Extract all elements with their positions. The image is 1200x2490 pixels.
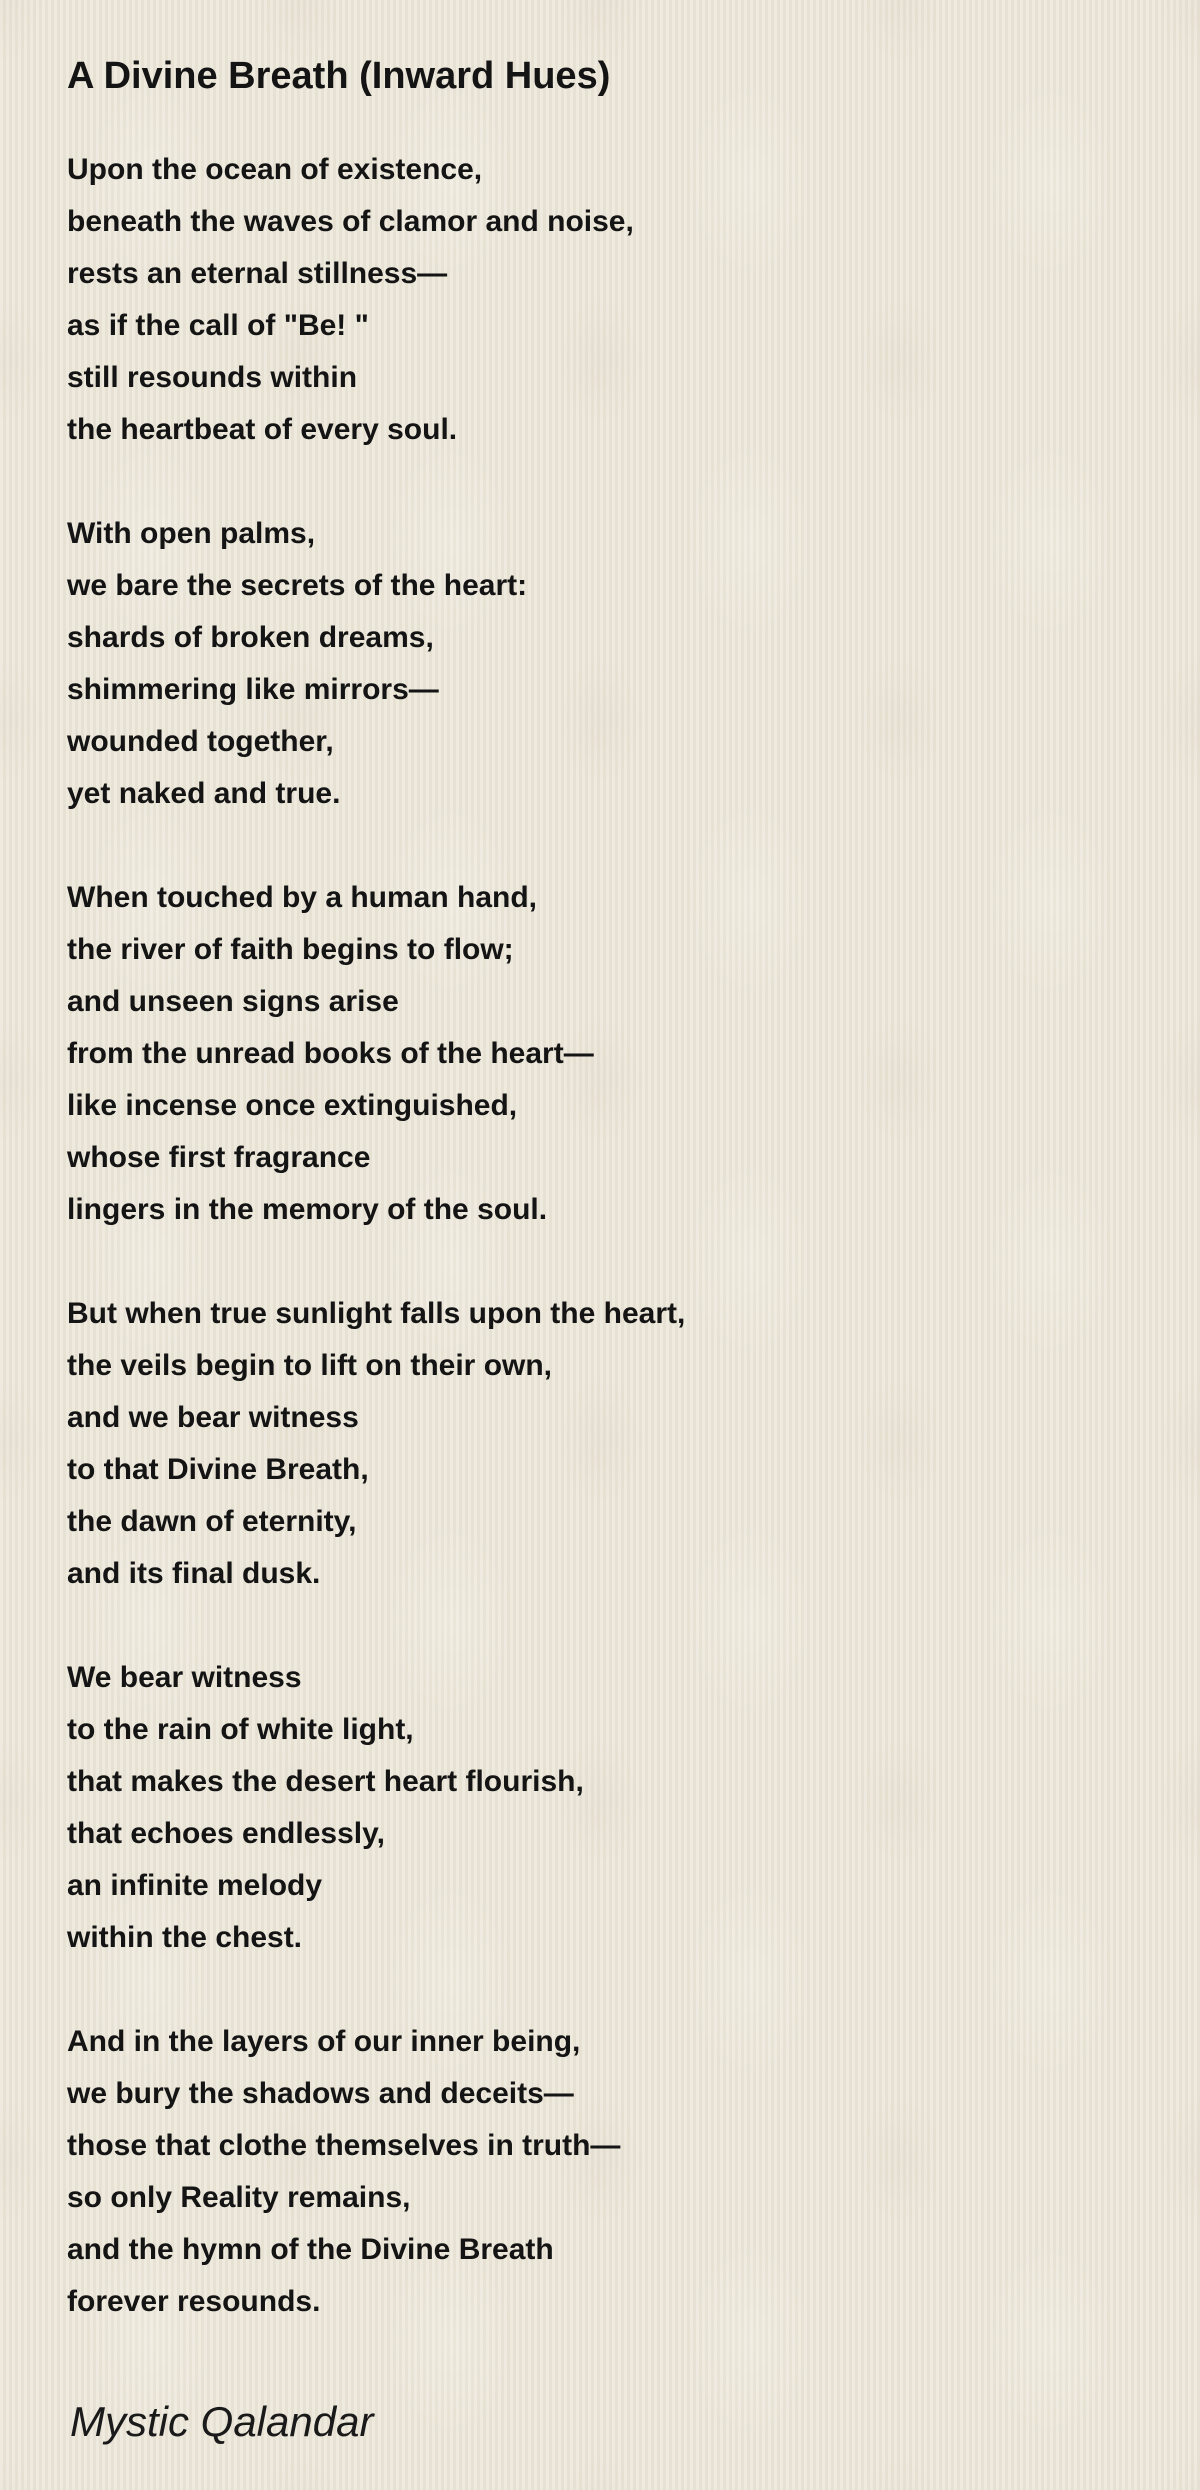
stanza (67, 1652, 1147, 1964)
poem-line: and the hymn of the Divine Breath (67, 2233, 554, 2266)
poem-line: With open palms, (67, 517, 316, 550)
poem-line: as if the call of "Be! " (67, 309, 369, 342)
poem-line: still resounds within (67, 361, 358, 394)
poem-line: yet naked and true. (67, 777, 341, 810)
poem-line: to that Divine Breath, (67, 1453, 369, 1486)
poem-line: those that clothe themselves in truth— (67, 2129, 621, 2162)
poem-line: to the rain of white light, (67, 1713, 414, 1746)
poem-line: and unseen signs arise (67, 985, 399, 1018)
poem-line: When touched by a human hand, (67, 881, 538, 914)
poem-line: we bury the shadows and deceits— (67, 2077, 574, 2110)
poem-line: the veils begin to lift on their own, (67, 1349, 553, 1382)
poem-line: like incense once extinguished, (67, 1089, 518, 1122)
poem-line: and we bear witness (67, 1401, 359, 1434)
poem-line: and its final dusk. (67, 1557, 321, 1590)
poem-line: an infinite melody (67, 1869, 323, 1902)
poem-line: shimmering like mirrors— (67, 673, 439, 706)
poem-page (67, 0, 1147, 2448)
stanza (67, 1288, 1147, 1600)
poem-line: the heartbeat of every soul. (67, 413, 458, 446)
stanza (67, 144, 1147, 456)
poem-line: we bare the secrets of the heart: (67, 569, 528, 602)
poem-line: Upon the ocean of existence, (67, 153, 483, 186)
stanza (67, 508, 1147, 820)
poem-line: whose first fragrance (67, 1141, 371, 1174)
poem-line: within the chest. (67, 1921, 303, 1954)
poem-line: that echoes endlessly, (67, 1817, 385, 1850)
stanza (67, 872, 1147, 1236)
poem-line: beneath the waves of clamor and noise, (67, 205, 634, 238)
poem-line: rests an eternal stillness— (67, 257, 448, 290)
poem-line: wounded together, (67, 725, 334, 758)
poem-line: the dawn of eternity, (67, 1505, 357, 1538)
poem-author: Mystic Qalandar (70, 2398, 374, 2445)
poem-line: from the unread books of the heart— (67, 1037, 594, 1070)
poem-line: But when true sunlight falls upon the heart, (67, 1297, 686, 1330)
poem-line: shards of broken dreams, (67, 621, 434, 654)
poem-title: A Divine Breath (Inward Hues) (67, 55, 611, 97)
poem-line: And in the layers of our inner being, (67, 2025, 581, 2058)
poem-line: the river of faith begins to flow; (67, 933, 514, 966)
poem-line: lingers in the memory of the soul. (67, 1193, 548, 1226)
poem-body (67, 144, 1147, 2328)
poem-line: that makes the desert heart flourish, (67, 1765, 584, 1798)
poem-line: We bear witness (67, 1661, 302, 1694)
poem-line: forever resounds. (67, 2285, 321, 2318)
stanza (67, 2016, 1147, 2328)
poem-line: so only Reality remains, (67, 2181, 411, 2214)
